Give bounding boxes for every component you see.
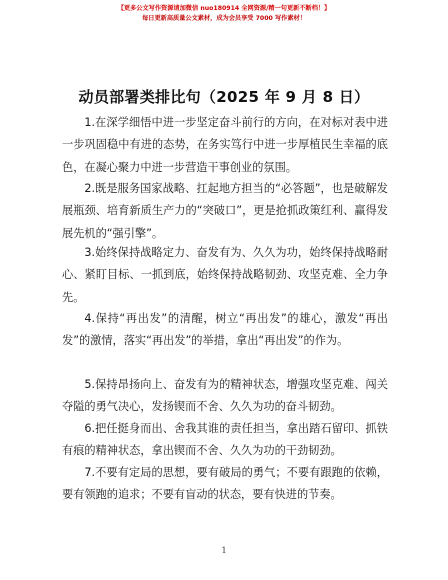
- page-number: 1: [221, 546, 227, 555]
- paragraph-1: 1.在深学细悟中进一步坚定奋斗前行的方向，在对标对表中进一步巩固稳中有进的态势，在务实笃行中进一步厚植民生幸福的底色，在凝心聚力中进一步营造干事创业的氛围。: [62, 116, 388, 174]
- paragraph-7: 7.不要有定局的思想，要有破局的勇气；不要有跟跑的依赖，要有领跑的追求；不要有盲动的状态，要有快进的节奏。: [62, 466, 388, 502]
- paragraph-2: 2.既是服务国家战略、扛起地方担当的“必答题”，也是破解发展瓶颈、培育新质生产力的“突破口”，更是抢抓政策红利、赢得发展先机的“强引擎”。: [62, 182, 388, 240]
- header-banner: [0, 4, 448, 24]
- document-title: 动员部署类排比句（2025 年 9 月 8 日）: [78, 88, 370, 106]
- paragraph-3: 3.始终保持战略定力、奋发有为、久久为功，始终保持战略耐心、紧盯目标、一抓到底，始终保持战略韧劲、攻坚克难、全力争先。: [62, 246, 388, 304]
- paragraph-5: 5.保持昂扬向上、奋发有为的精神状态，增强攻坚克难、闯关夺隘的勇气决心，发扬锲而不舍、久久为功的奋斗韧劲。: [62, 378, 388, 414]
- header-promo-line-1: 【更多公文写作资源请加微信 nuo180914 全网资源/精一句更新不断档！】: [117, 5, 331, 12]
- header-promo-line-2: 每日更新高质量公文素材，成为会员享受 7000 写作素材！: [142, 15, 306, 22]
- paragraph-6: 6.把任挺身而出、舍我其谁的责任担当，拿出踏石留印、抓铁有痕的精神状态，拿出锲而不舍、久久为功的干劲韧劲。: [62, 422, 388, 458]
- paragraph-4: 4.保持“再出发”的清醒，树立“再出发”的雄心，激发“再出发”的激情，落实“再出发”的举措，拿出“再出发”的作为。: [62, 312, 388, 348]
